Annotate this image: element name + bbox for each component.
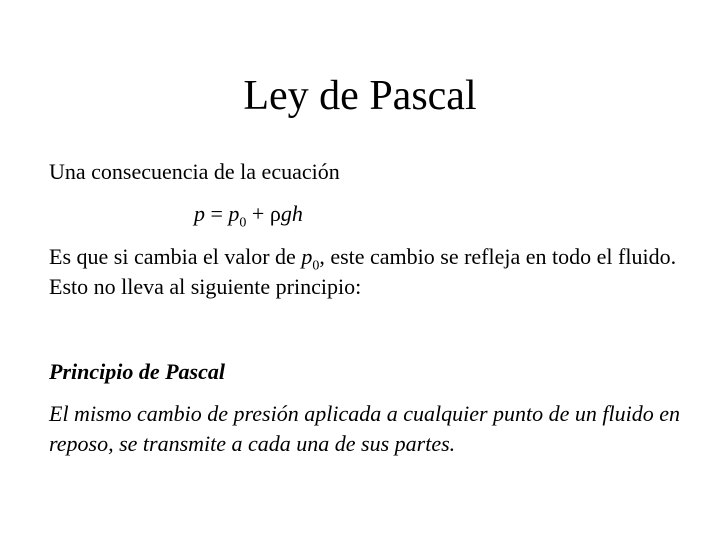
principle-text: El mismo cambio de presión aplicada a cualquier punto de un fluido en reposo, se transmite a cada una de sus partes.: [49, 401, 680, 456]
body-text-part1: Es que si cambia el valor de: [49, 244, 302, 269]
equation-plus: +: [246, 201, 270, 226]
intro-text: Una consecuencia de la ecuación: [49, 159, 340, 184]
body-p-base: p: [301, 244, 313, 269]
principle-heading: Principio de Pascal: [49, 359, 225, 384]
equation-p0-base: p: [228, 201, 240, 226]
equation-g: g: [280, 201, 292, 226]
pressure-equation: [194, 199, 303, 229]
body-paragraph: [49, 242, 689, 302]
equation-p: p: [194, 201, 205, 226]
body-text-part2: , este cambio se refleja en todo el fluido. Esto no lleva al siguiente principio:: [49, 244, 677, 299]
equation-h: h: [291, 201, 303, 226]
body-p-subscript: 0: [312, 258, 320, 274]
equation-rho: ρ: [269, 201, 281, 226]
slide-title: Ley de Pascal: [243, 73, 477, 119]
equation-p0-subscript: 0: [239, 215, 247, 231]
equation-equals: =: [205, 201, 229, 226]
